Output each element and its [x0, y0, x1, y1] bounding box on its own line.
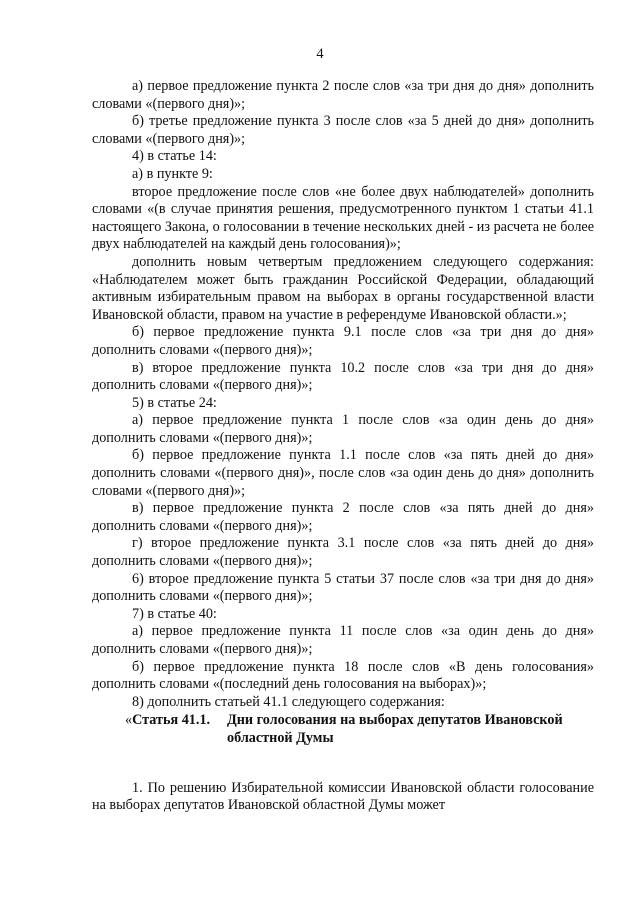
paragraph: а) в пункте 9:: [132, 165, 213, 182]
paragraph: а) первое предложение пункта 11 после слов «за один день до дня» дополнить словами «(первого дня)»;: [92, 623, 594, 657]
paragraph: а) первое предложение пункта 1 после слов «за один день до дня» дополнить словами «(первого дня)»;: [92, 412, 594, 446]
paragraph: б) первое предложение пункта 1.1 после слов «за пять дней до дня» дополнить словами «(первого дня)», после слов «за один день до дня» дополнить словами «(первого дня)»;: [92, 447, 594, 499]
paragraph: 7) в статье 40:: [132, 605, 217, 622]
article-open-quote: «: [125, 712, 133, 729]
paragraph: второе предложение после слов «не более двух наблюдателей» дополнить словами «(в случае принятия решения, предусмотренного пунктом 1 статьи 41.1 настоящего Закона, о голосовании в течение нескольких дней - из расчета не более двух наблюдателей на каждый день голосования)»;: [92, 183, 594, 253]
paragraph: б) первое предложение пункта 18 после слов «В день голосования» дополнить словами «(последний день голосования на выборах)»;: [92, 658, 594, 693]
spacer: [92, 748, 594, 780]
paragraph: б) третье предложение пункта 3 после слов «за 5 дней до дня» дополнить словами «(первого дня)»;: [92, 113, 594, 147]
paragraph: б) первое предложение пункта 9.1 после слов «за три дня до дня» дополнить словами «(первого дня)»;: [92, 324, 594, 358]
article-number: [92, 712, 227, 747]
paragraph: 8) дополнить статьей 41.1 следующего содержания:: [132, 693, 445, 710]
article-heading: [92, 712, 594, 747]
paragraph: 6) второе предложение пункта 5 статьи 37 после слов «за три дня до дня» дополнить словами «(первого дня)»;: [92, 570, 594, 605]
article-number-text: Статья 41.1.: [132, 712, 211, 729]
article-title: Дни голосования на выборах депутатов Ивановской областной Думы: [227, 712, 563, 746]
paragraph: дополнить новым четвертым предложением следующего содержания: «Наблюдателем может быть гражданин Российской Федерации, обладающий активным избирательным правом на выборах в органы государственной власти Ивановской области, правом на участие в референдуме Ивановской области.»;: [92, 253, 594, 323]
paragraph: 4) в статье 14:: [132, 148, 217, 165]
document-body: [92, 78, 594, 815]
paragraph: в) второе предложение пункта 10.2 после слов «за три дня до дня» дополнить словами «(первого дня)»;: [92, 359, 594, 394]
page-number: 4: [316, 46, 324, 62]
paragraph: в) первое предложение пункта 2 после слов «за пять дней до дня» дополнить словами «(первого дня)»;: [92, 500, 594, 534]
paragraph: 1. По решению Избирательной комиссии Ивановской области голосование на выборах депутатов Ивановской областной Думы может: [92, 779, 594, 814]
paragraph: 5) в статье 24:: [132, 394, 217, 411]
paragraph: а) первое предложение пункта 2 после слов «за три дня до дня» дополнить словами «(первого дня)»;: [92, 78, 594, 112]
paragraph: г) второе предложение пункта 3.1 после слов «за пять дней до дня» дополнить словами «(первого дня)»;: [92, 535, 594, 570]
